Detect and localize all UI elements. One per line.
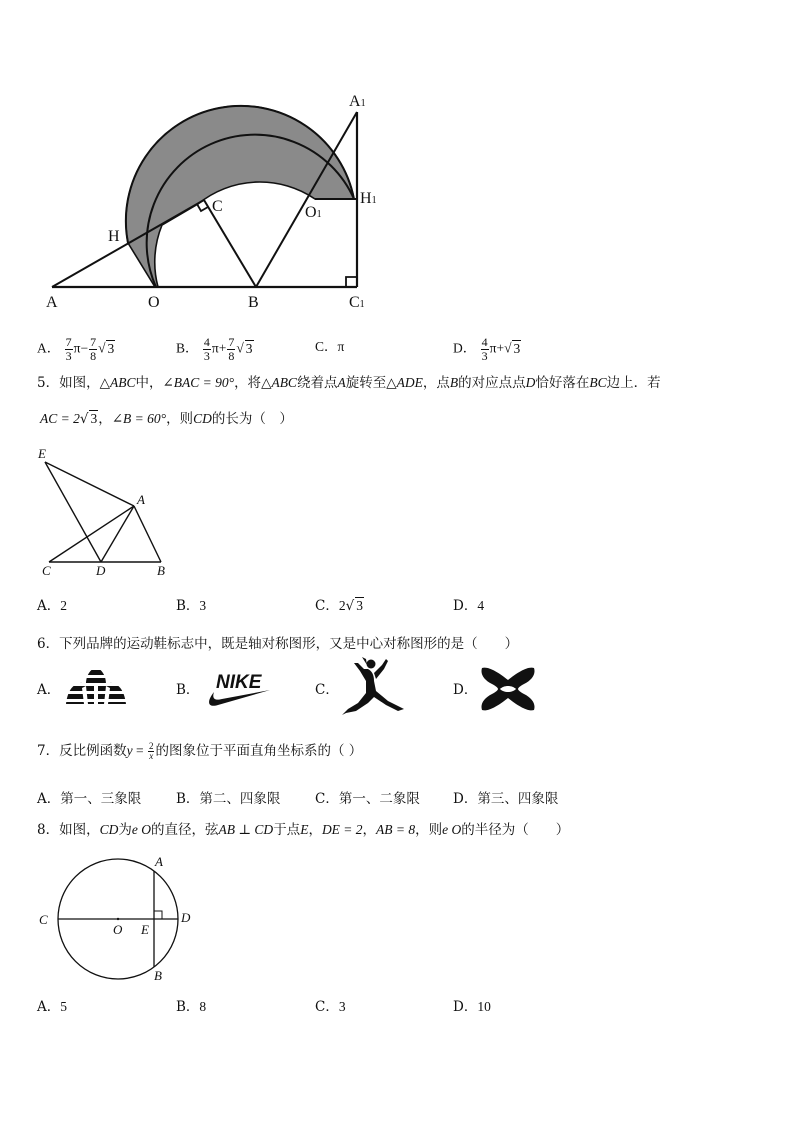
q5-question-line1: 5．如图，△ABC中，∠BAC = 90°，将△ABC绕着点A旋转至△ADE，点B的对应点点D恰好落在BC边上．若 (37, 375, 661, 391)
q5-option-a[interactable]: A．2 (37, 598, 67, 614)
adidas-trefoil-logo[interactable] (64, 666, 128, 706)
label-h1: H1 (360, 190, 377, 207)
right-angle-c1 (346, 277, 357, 287)
q7-option-b[interactable]: B．第二、四象限 (176, 791, 281, 807)
label-b: B (157, 563, 165, 578)
q8-question: 8．如图，CD为e O的直径，弦AB ⊥ CD于点E，DE = 2，AB = 8，则e O的半径为（ ） (37, 822, 570, 838)
under-armour-logo[interactable] (478, 664, 538, 714)
label-a: A (137, 492, 145, 507)
label-b: B (248, 294, 259, 311)
q8-option-b[interactable]: B．8 (176, 999, 207, 1015)
line-da (101, 506, 134, 562)
q6-option-a[interactable]: A． (37, 682, 61, 698)
label-c1: C1 (349, 294, 365, 311)
label-o: O (148, 294, 160, 311)
q8-option-c[interactable]: C．3 (315, 999, 346, 1015)
jumpman-logo[interactable] (338, 657, 410, 719)
q8-option-a[interactable]: A．5 (37, 999, 67, 1015)
label-c: C (39, 912, 48, 927)
q7-option-a[interactable]: A．第一、三象限 (37, 791, 142, 807)
q7-option-c[interactable]: C．第一、二象限 (315, 791, 420, 807)
q6-option-b[interactable]: B． (176, 682, 200, 698)
label-o1: O1 (305, 204, 322, 221)
label-h: H (108, 228, 120, 245)
q5-question-line2: AC = 2√ 3，∠B = 60°，则CD的长为（ ） (40, 411, 293, 427)
q6-option-c[interactable]: C． (315, 682, 339, 698)
label-a1: A1 (349, 93, 366, 110)
q7-option-d[interactable]: D．第三、四象限 (453, 791, 559, 807)
line-ca (49, 506, 134, 562)
nike-logo[interactable] (202, 668, 274, 710)
q5-option-c[interactable]: C．2√ 3 (315, 598, 363, 614)
q4-option-b[interactable]: B． $\frac{4}{3}$ π+ $\frac{7}{8}$ √ 3 (176, 335, 253, 363)
q5-figure (30, 440, 180, 585)
q8-option-d[interactable]: D．10 (453, 999, 491, 1015)
q4-option-d[interactable]: D． $\frac{4}{3}$ π+√ 3 (453, 335, 521, 363)
q5-option-d[interactable]: D．4 (453, 598, 485, 614)
label-b: B (154, 968, 162, 983)
right-angle-e (154, 911, 162, 919)
line-ea (45, 462, 134, 506)
center-dot (117, 918, 119, 920)
q5-option-b[interactable]: B．3 (176, 598, 207, 614)
q8-figure (30, 848, 200, 988)
label-a: A (155, 854, 163, 869)
label-d: D (96, 563, 106, 578)
label-c: C (212, 198, 223, 215)
q6-option-d[interactable]: D． (453, 682, 478, 698)
q7-question: 7．反比例函数y = $\frac{2}{x}$ 的图象位于平面直角坐标系的（ ） (37, 741, 363, 761)
q4-figure (30, 85, 400, 315)
nike-wordmark: NIKE (216, 672, 262, 693)
line-ab (134, 506, 161, 562)
label-c: C (42, 563, 51, 578)
q4-option-a[interactable]: A． $\frac{7}{3}$ π− $\frac{7}{8}$ √ 3 (37, 335, 115, 363)
label-e: E (141, 922, 149, 937)
q6-question: 6．下列品牌的运动鞋标志中，既是轴对称图形，又是中心对称图形的是（ ） (37, 636, 519, 652)
label-e: E (38, 446, 46, 461)
q4-option-c[interactable]: C．π (315, 339, 345, 354)
label-a: A (46, 294, 58, 311)
label-o: O (113, 922, 123, 937)
label-d: D (181, 910, 191, 925)
